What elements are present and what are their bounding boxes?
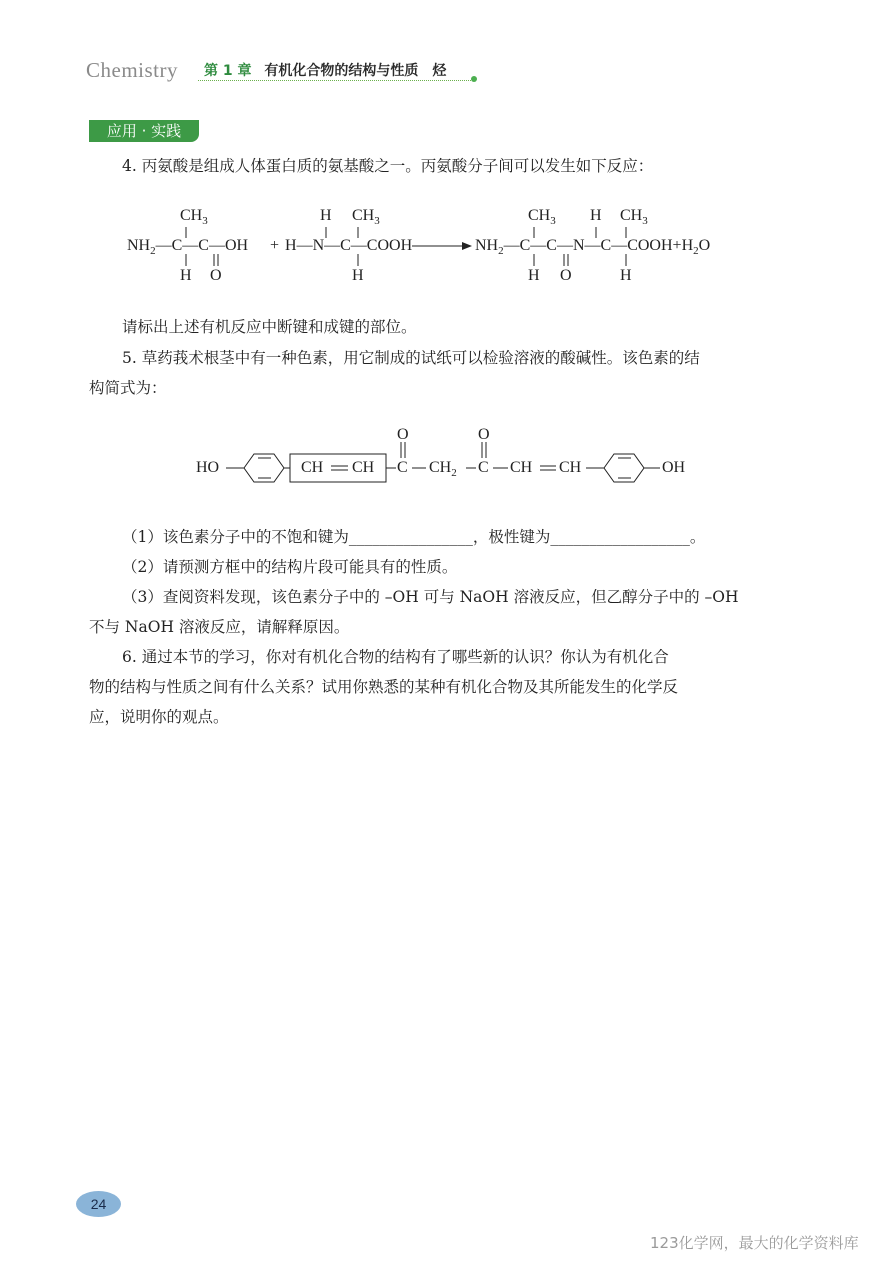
question-5-part-3-line2: 不与 NaOH 溶液反应，请解释原因。	[89, 618, 350, 636]
pigment-carbonyl-c-a: C	[397, 459, 408, 476]
reactant1-h-bottom: H	[180, 267, 192, 284]
product-o-bottom: O	[560, 267, 572, 284]
question-6-line3: 应，说明你的观点。	[89, 708, 229, 726]
question-5-part-1: （1）该色素分子中的不饱和键为________________，极性键为__________________。	[122, 528, 706, 546]
product-h-bottom-a: H	[528, 267, 540, 284]
pigment-box-ch-b: CH	[352, 459, 375, 476]
chapter-number: 第 1 章	[204, 63, 252, 79]
reactant2-ch3: $CH_3$	[352, 207, 380, 228]
question-4-task: 请标出上述有机反应中断键和成键的部位。	[122, 318, 417, 336]
pigment-ch-d: CH	[559, 459, 582, 476]
plus-sign: +	[270, 237, 280, 254]
question-5-line1: 5. 草药莪术根茎中有一种色素，用它制成的试纸可以检验溶液的酸碱性。该色素的结	[122, 349, 700, 367]
question-4-text: 4. 丙氨酸是组成人体蛋白质的氨基酸之一。丙氨酸分子间可以发生如下反应：	[122, 157, 654, 175]
page-number: 24	[76, 1191, 121, 1217]
question-5-line2: 构简式为：	[89, 379, 167, 397]
pigment-box-ch-a: CH	[301, 459, 324, 476]
question-6-line1: 6. 通过本节的学习，你对有机化合物的结构有了哪些新的认识？你认为有机化合	[122, 648, 669, 666]
question-6-line2: 物的结构与性质之间有什么关系？试用你熟悉的某种有机化合物及其所能发生的化学反	[89, 678, 679, 696]
product-ch3-a: $CH_3$	[528, 207, 556, 228]
pigment-carbonyl-o-b: O	[478, 426, 490, 443]
reactant1-ch3: $CH_3$	[180, 207, 208, 228]
question-5-part-2: （2）请预测方框中的结构片段可能具有的性质。	[122, 558, 458, 576]
product-main-chain: $NH_2—C—C—N—C—COOH+H_2O$	[475, 237, 711, 258]
product-h-bottom-b: H	[620, 267, 632, 284]
pigment-carbonyl-o-a: O	[397, 426, 409, 443]
alanine-reaction-equation	[0, 0, 892, 300]
reactant2-main-chain: H—N—C—COOH	[285, 237, 413, 254]
pigment-structure	[0, 420, 892, 500]
product-ch3-b: $CH_3$	[620, 207, 648, 228]
pigment-carbonyl-c-b: C	[478, 459, 489, 476]
reactant2-n-h: H	[320, 207, 332, 224]
reactant2-h-bottom: H	[352, 267, 364, 284]
product-n-h: H	[590, 207, 602, 224]
reactant1-main-chain: $NH_2—C—C—OH$	[127, 237, 249, 258]
reactant1-o-bottom: O	[210, 267, 222, 284]
pigment-ch-c: CH	[510, 459, 533, 476]
pigment-ho-left: HO	[196, 459, 220, 476]
site-watermark: 123化学网，最大的化学资料库	[650, 1234, 859, 1252]
section-tag: 应用 · 实践	[89, 120, 199, 142]
book-brand: Chemistry	[86, 58, 178, 82]
question-5-part-3-line1: （3）查阅资料发现，该色素分子中的 –OH 可与 NaOH 溶液反应，但乙醇分子中的 –OH	[122, 588, 739, 606]
chapter-name: 有机化合物的结构与性质 烃	[264, 63, 447, 79]
pigment-ch2: $CH_2$	[429, 459, 457, 480]
pigment-oh-right: OH	[662, 459, 686, 476]
